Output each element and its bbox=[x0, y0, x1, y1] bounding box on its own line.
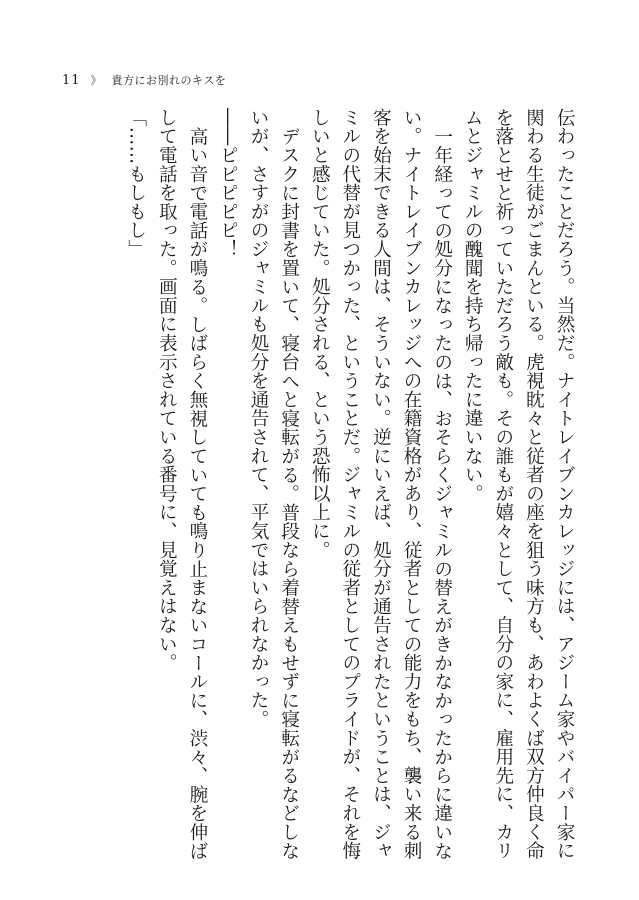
text-line: して電話を取った。画面に表示されている番号に、見覚えはない。 bbox=[156, 108, 178, 672]
text-line: ――ピピピピピ！ bbox=[217, 108, 239, 259]
text-line: デスクに封書を置いて、寝台へと寝転がる。普段なら着替えもせずに寝転がるなどしな bbox=[278, 126, 300, 860]
text-line: しいと感じていた。処分される、という恐怖以上に。 bbox=[309, 108, 331, 560]
text-line: 一年経っての処分になったのは、おそらくジャミルの替えがきかなかったからに違いな bbox=[431, 126, 453, 860]
text-line: ミルの代替が見つかった、ということだ。ジャミルの従者としてのプライドが、それを悔 bbox=[339, 108, 361, 860]
running-title: 貴方にお別れのキスを bbox=[111, 73, 227, 87]
text-line: 「……もしもし」 bbox=[125, 108, 147, 259]
text-line: を落とせと祈っていただろう敵も。その誰もが嬉々として、自分の家に、雇用先に、カリ bbox=[492, 108, 514, 860]
text-line: 客を始末できる人間は、そういない。逆にいえば、処分が通告されたということは、ジャ bbox=[370, 108, 392, 860]
page-number: 11 bbox=[62, 72, 81, 88]
text-line: 伝わったことだろう。当然だ。ナイトレイブンカレッジには、アジーム家やバイパー家に bbox=[554, 108, 575, 860]
running-header bbox=[62, 70, 226, 90]
text-line: ムとジャミルの醜聞を持ち帰ったに違いない。 bbox=[462, 108, 484, 503]
text-line: 高い音で電話が鳴る。しばらく無視していても鳴り止まないコールに、渋々、腕を伸ば bbox=[186, 126, 208, 860]
body-text bbox=[120, 108, 579, 860]
chapter-mark: 》 bbox=[90, 73, 102, 87]
text-line: いが、さすがのジャミルも処分を通告されて、平気ではいられなかった。 bbox=[248, 108, 270, 729]
text-line: 関わる生徒がごまんといる。虎視眈々と従者の座を狙う味方も、あわよくば双方仲良く命 bbox=[523, 108, 545, 860]
text-line: い。ナイトレイブンカレッジへの在籍資格があり、従者としての能力をもち、襲い来る刺 bbox=[401, 108, 423, 860]
